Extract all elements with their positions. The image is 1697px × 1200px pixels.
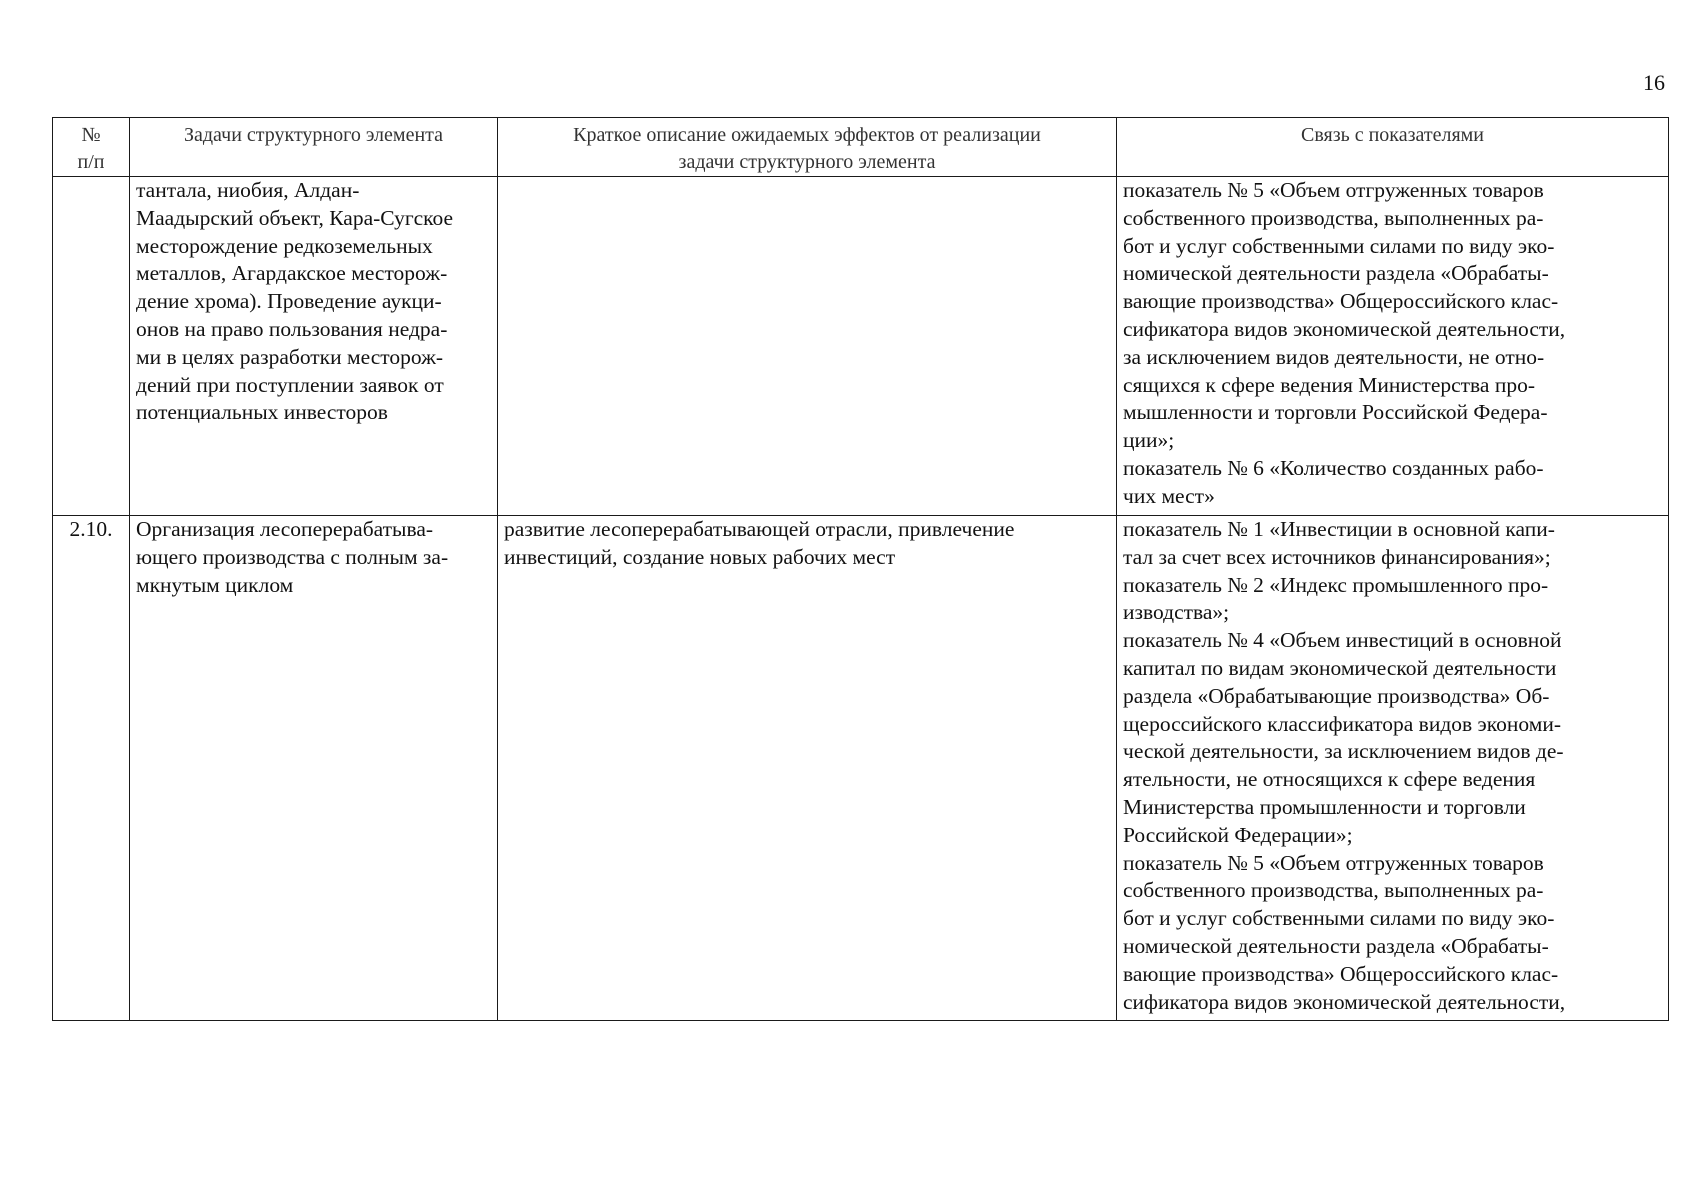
task-line: мкнутым циклом bbox=[136, 572, 294, 597]
task-line: месторождение редкоземельных bbox=[136, 233, 433, 258]
link-line: показатель № 5 «Объем отгруженных товаров bbox=[1123, 178, 1544, 202]
page-number: 16 bbox=[1643, 70, 1665, 95]
link-line: сификатора видов экономической деятельности, bbox=[1123, 989, 1566, 1014]
header-desc bbox=[498, 118, 1117, 177]
task-cell bbox=[130, 177, 498, 516]
link-line: вающие производства» Общероссийского клас- bbox=[1123, 289, 1559, 314]
link-line: сящихся к сфере ведения Министерства про- bbox=[1123, 372, 1535, 397]
task-line: дений при поступлении заявок от bbox=[136, 372, 444, 397]
task-line: ющего производства с полным за- bbox=[136, 544, 449, 569]
link-line: номической деятельности раздела «Обрабаты- bbox=[1123, 261, 1549, 286]
link-line: собственного производства, выполненных ра- bbox=[1123, 205, 1544, 230]
desc-cell bbox=[498, 516, 1117, 1021]
link-line: Министерства промышленности и торговли bbox=[1123, 794, 1526, 819]
desc-cell bbox=[498, 177, 1117, 516]
link-line: показатель № 4 «Объем инвестиций в основной bbox=[1123, 628, 1562, 653]
task-line: металлов, Агардакское месторож- bbox=[136, 261, 448, 286]
link-line: ции»; bbox=[1123, 428, 1175, 453]
task-cell bbox=[130, 516, 498, 1021]
task-line: онов на право пользования недра- bbox=[136, 316, 448, 341]
table-header-row bbox=[53, 118, 1669, 177]
link-line: показатель № 5 «Объем отгруженных товаров bbox=[1123, 850, 1544, 875]
link-line: мышленности и торговли Российской Федера- bbox=[1123, 400, 1548, 425]
link-line: Российской Федерации»; bbox=[1123, 822, 1353, 847]
task-line: ми в целях разработки месторож- bbox=[136, 344, 444, 369]
header-desc-line: Краткое описание ожидаемых эффектов от реализации bbox=[573, 124, 1041, 146]
table-row bbox=[53, 516, 1669, 1021]
link-line: ятельности, не относящихся к сфере ведения bbox=[1123, 767, 1536, 792]
link-line: показатель № 1 «Инвестиции в основной капи- bbox=[1123, 517, 1555, 541]
desc-line: инвестиций, создание новых рабочих мест bbox=[504, 544, 896, 569]
task-line: Организация лесоперерабатыва- bbox=[136, 517, 434, 541]
link-line: ческой деятельности, за исключением видов де- bbox=[1123, 739, 1564, 764]
header-desc-line: задачи структурного элемента bbox=[678, 151, 936, 173]
link-line: собственного производства, выполненных ра- bbox=[1123, 878, 1544, 903]
task-line: потенциальных инвесторов bbox=[136, 400, 388, 425]
header-num-line: № bbox=[81, 124, 101, 146]
link-line: номической деятельности раздела «Обрабаты- bbox=[1123, 933, 1549, 958]
link-line: тал за счет всех источников финансирования»; bbox=[1123, 544, 1551, 569]
link-line: капитал по видам экономической деятельности bbox=[1123, 655, 1557, 680]
link-line: изводства»; bbox=[1123, 600, 1230, 625]
task-line: Маадырский объект, Кара-Сугское bbox=[136, 205, 454, 230]
link-line: раздела «Обрабатывающие производства» Об- bbox=[1123, 683, 1550, 708]
link-cell bbox=[1117, 516, 1669, 1021]
header-link: Связь с показателями bbox=[1117, 118, 1669, 177]
link-line: щероссийского классификатора видов экономи- bbox=[1123, 711, 1561, 736]
link-line: сификатора видов экономической деятельности, bbox=[1123, 316, 1566, 341]
link-line: чих мест» bbox=[1123, 483, 1215, 508]
row-number-cell: 2.10. bbox=[53, 516, 130, 1021]
task-line: тантала, ниобия, Алдан- bbox=[136, 178, 360, 202]
link-line: за исключением видов деятельности, не отно- bbox=[1123, 344, 1545, 369]
header-num bbox=[53, 118, 130, 177]
task-line: дение хрома). Проведение аукци- bbox=[136, 289, 442, 314]
link-line: показатель № 6 «Количество созданных рабо- bbox=[1123, 455, 1544, 480]
row-number-cell bbox=[53, 177, 130, 516]
tasks-table bbox=[52, 117, 1669, 1021]
link-line: бот и услуг собственными силами по виду эко- bbox=[1123, 906, 1555, 931]
link-line: вающие производства» Общероссийского клас- bbox=[1123, 961, 1559, 986]
table-row bbox=[53, 177, 1669, 516]
header-task: Задачи структурного элемента bbox=[130, 118, 498, 177]
desc-line: развитие лесоперерабатывающей отрасли, привлечение bbox=[504, 517, 1015, 541]
link-line: показатель № 2 «Индекс промышленного про- bbox=[1123, 572, 1549, 597]
link-cell bbox=[1117, 177, 1669, 516]
link-line: бот и услуг собственными силами по виду эко- bbox=[1123, 233, 1555, 258]
header-num-line: п/п bbox=[77, 151, 105, 173]
